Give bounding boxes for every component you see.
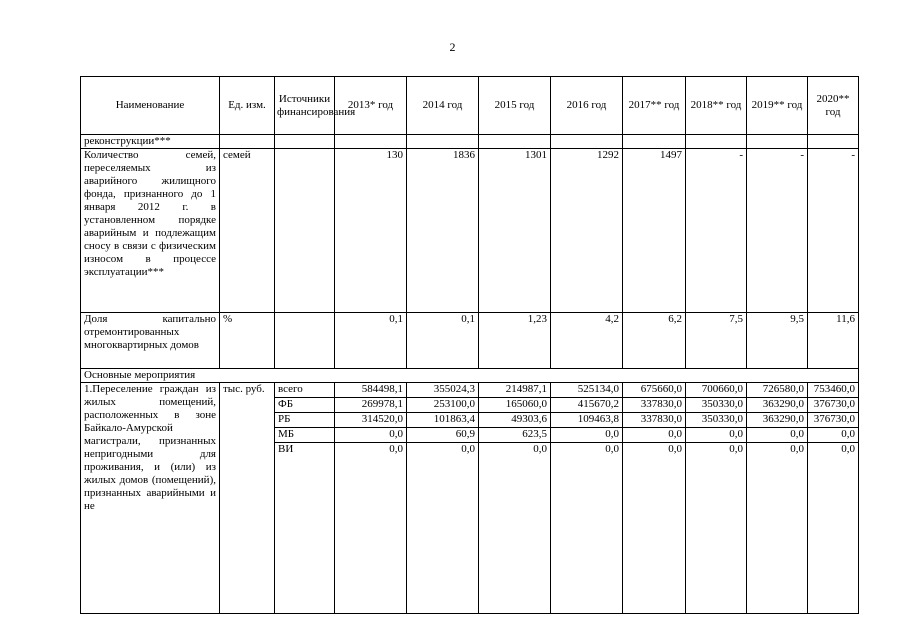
table-row — [81, 135, 859, 149]
cell-value: 0,0 — [623, 442, 686, 613]
cell-value: 1301 — [479, 149, 551, 313]
cell-value: 1497 — [623, 149, 686, 313]
cell-value: 0,0 — [808, 427, 859, 442]
cell-value: 0,0 — [335, 442, 407, 613]
cell-value: 753460,0 — [808, 383, 859, 398]
cell-value: - — [686, 149, 747, 313]
header-year: 2019** год — [747, 77, 808, 135]
cell-value: 253100,0 — [407, 397, 479, 412]
cell-value: 0,0 — [479, 442, 551, 613]
header-year: 2016 год — [551, 77, 623, 135]
cell-value: 337830,0 — [623, 397, 686, 412]
cell-value: 525134,0 — [551, 383, 623, 398]
cell-value: 675660,0 — [623, 383, 686, 398]
cell-value: 726580,0 — [747, 383, 808, 398]
cell-value: 101863,4 — [407, 412, 479, 427]
cell-value: - — [808, 149, 859, 313]
cell-value: 0,0 — [335, 427, 407, 442]
table-row-share — [81, 313, 859, 369]
cell-value: 6,2 — [623, 313, 686, 369]
cell-value: 4,2 — [551, 313, 623, 369]
continuation-text: реконструкции*** — [81, 135, 220, 149]
cell-value: 1,23 — [479, 313, 551, 369]
header-year: 2017** год — [623, 77, 686, 135]
section-title: Основные мероприятия — [81, 369, 859, 383]
header-source: Источники финансирования — [275, 77, 335, 135]
cell-value: 9,5 — [747, 313, 808, 369]
cell-value: 109463,8 — [551, 412, 623, 427]
cell-value: 0,0 — [747, 442, 808, 613]
row-source — [275, 313, 335, 369]
cell-value: 355024,3 — [407, 383, 479, 398]
cell-value: 415670,2 — [551, 397, 623, 412]
row-source — [275, 149, 335, 313]
cell-value: 363290,0 — [747, 412, 808, 427]
row-name: Доля капитально отремонтированных многоквартирных домов — [81, 313, 220, 369]
source-label: ВИ — [275, 442, 335, 613]
cell-value: 0,0 — [623, 427, 686, 442]
cell-value: 0,1 — [335, 313, 407, 369]
header-row — [81, 77, 859, 135]
cell-value: 0,0 — [686, 442, 747, 613]
cell-value: 269978,1 — [335, 397, 407, 412]
cell-value: 314520,0 — [335, 412, 407, 427]
page-number: 2 — [449, 40, 456, 54]
cell-value: 11,6 — [808, 313, 859, 369]
cell-value: 0,1 — [407, 313, 479, 369]
cell-value: 49303,6 — [479, 412, 551, 427]
cell-value: 214987,1 — [479, 383, 551, 398]
cell-value: 0,0 — [808, 442, 859, 613]
cell-value: 7,5 — [686, 313, 747, 369]
row-name: Количество семей, переселяемых из аварийного жилищного фонда, признанного до 1 января 2012 г. в установленном порядке аварийным и подлежащим сносу в связи с физическим износом в процессе эксплуатации*** — [81, 149, 220, 313]
header-year: 2020** год — [808, 77, 859, 135]
cell-value: 584498,1 — [335, 383, 407, 398]
cell-value: 0,0 — [686, 427, 747, 442]
header-year: 2014 год — [407, 77, 479, 135]
cell-value: 363290,0 — [747, 397, 808, 412]
cell-value: 337830,0 — [623, 412, 686, 427]
row-unit: тыс. руб. — [220, 383, 275, 614]
cell-value: 623,5 — [479, 427, 551, 442]
cell-value: 1292 — [551, 149, 623, 313]
row-name: 1.Переселение граждан из жилых помещений, расположенных в зоне Байкало-Амурской магистрали, признанных непригодными для проживания, и (или) из жилых домов (помещений), признанных аварийными и не — [81, 383, 220, 614]
source-label: всего — [275, 383, 335, 398]
table-row-families — [81, 149, 859, 313]
cell-value: 60,9 — [407, 427, 479, 442]
row-unit: семей — [220, 149, 275, 313]
header-year: 2013* год — [335, 77, 407, 135]
cell-value: 0,0 — [747, 427, 808, 442]
header-year: 2018** год — [686, 77, 747, 135]
section-row — [81, 369, 859, 383]
indicators-table — [80, 76, 859, 614]
cell-value: 0,0 — [407, 442, 479, 613]
cell-value: 350330,0 — [686, 397, 747, 412]
cell-value: 165060,0 — [479, 397, 551, 412]
cell-value: - — [747, 149, 808, 313]
source-label: МБ — [275, 427, 335, 442]
cell-value: 350330,0 — [686, 412, 747, 427]
cell-value: 700660,0 — [686, 383, 747, 398]
row-unit: % — [220, 313, 275, 369]
cell-value: 376730,0 — [808, 412, 859, 427]
cell-value: 0,0 — [551, 427, 623, 442]
cell-value: 1836 — [407, 149, 479, 313]
header-name: Наименование — [81, 77, 220, 135]
cell-value: 0,0 — [551, 442, 623, 613]
table-row-measure — [81, 383, 859, 398]
cell-value: 130 — [335, 149, 407, 313]
header-year: 2015 год — [479, 77, 551, 135]
header-unit: Ед. изм. — [220, 77, 275, 135]
source-label: РБ — [275, 412, 335, 427]
source-label: ФБ — [275, 397, 335, 412]
cell-value: 376730,0 — [808, 397, 859, 412]
